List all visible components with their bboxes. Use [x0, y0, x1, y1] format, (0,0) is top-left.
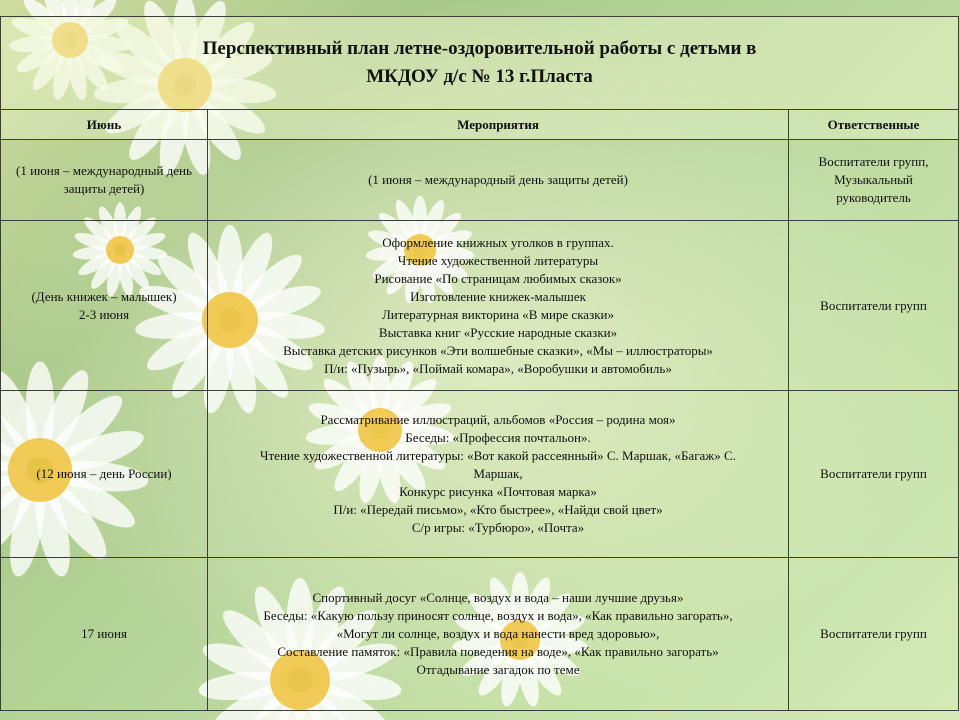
date-line: (12 июня – день России) [36, 466, 172, 481]
responsible-line: Музыкальный [834, 172, 913, 187]
date-cell [1, 221, 208, 391]
responsible-line: Воспитатели групп [820, 466, 927, 481]
activity-line: С/р игры: «Турбюро», «Почта» [411, 520, 585, 535]
activity-line: (1 июня – международный день защиты детей) [368, 172, 628, 187]
responsible-line: Воспитатели групп, [818, 154, 929, 169]
table-row [1, 558, 959, 711]
activity-line: Беседы: «Какую пользу приносят солнце, воздух и вода», «Как правильно загорать», [263, 608, 733, 623]
activity-line: Оформление книжных уголков в группах. [382, 234, 614, 250]
date-line: 2-3 июня [78, 306, 130, 322]
activity-line: Чтение художественной литературы [397, 252, 599, 268]
title-line-1: Перспективный план летне-оздоровительной работы с детьми в [202, 38, 757, 59]
activity-line: Отгадывание загадок по теме [416, 662, 580, 677]
activity-line: Составление памяток: «Правила поведения на воде», «Как правильно загорать» [277, 644, 719, 659]
responsible-line: Воспитатели групп [820, 297, 927, 313]
date-line: защиты детей) [63, 181, 145, 196]
table-row [1, 221, 959, 391]
table-header-row [1, 110, 959, 140]
activity-line: Выставка книг «Русские народные сказки» [378, 324, 618, 340]
activity-line: Чтение художественной литературы: «Вот какой рассеянный» С. Маршак, «Багаж» С. [260, 448, 736, 463]
activity-line: «Могут ли солнце, воздух и вода нанести вред здоровью», [336, 626, 660, 641]
activity-line: Рассматривание иллюстраций, альбомов «Россия – родина моя» [320, 412, 676, 427]
activity-line: Спортивный досуг «Солнце, воздух и вода – наши лучшие друзья» [312, 590, 684, 605]
activities-cell [208, 558, 789, 711]
activity-line: Беседы: «Профессия почтальон». [405, 430, 591, 445]
activity-line: Маршак, [473, 466, 523, 481]
responsible-cell [789, 558, 959, 711]
date-line: (День книжек – малышек) [31, 288, 177, 304]
header-activities: Мероприятия [208, 110, 789, 140]
plan-table [0, 16, 959, 711]
activity-line: Конкурс рисунка «Почтовая марка» [399, 484, 597, 499]
header-month: Июнь [1, 110, 208, 140]
header-responsible: Ответственные [789, 110, 959, 140]
date-line: 17 июня [81, 626, 127, 641]
activities-cell [208, 221, 789, 391]
document-title [1, 17, 959, 110]
activity-line: Выставка детских рисунков «Эти волшебные сказки», «Мы – иллюстраторы» [283, 342, 713, 358]
table-row [1, 391, 959, 558]
activity-line: П/и: «Пузырь», «Поймай комара», «Воробушки и автомобиль» [324, 360, 672, 376]
responsible-cell [789, 140, 959, 221]
activities-cell [208, 391, 789, 558]
responsible-line: руководитель [836, 190, 911, 205]
responsible-cell [789, 221, 959, 391]
activity-line: Изготовление книжек-малышек [410, 288, 586, 304]
date-line: (1 июня – международный день [16, 163, 192, 178]
activities-cell [208, 140, 789, 221]
activity-line: Рисование «По страницам любимых сказок» [374, 270, 622, 286]
date-cell [1, 140, 208, 221]
title-line-2: МКДОУ д/с № 13 г.Пласта [366, 66, 593, 87]
date-cell [1, 558, 208, 711]
table-row [1, 140, 959, 221]
activity-line: Литературная викторина «В мире сказки» [381, 306, 614, 322]
responsible-line: Воспитатели групп [820, 626, 927, 641]
responsible-cell [789, 391, 959, 558]
activity-line: П/и: «Передай письмо», «Кто быстрее», «Найди свой цвет» [333, 502, 663, 517]
date-cell [1, 391, 208, 558]
